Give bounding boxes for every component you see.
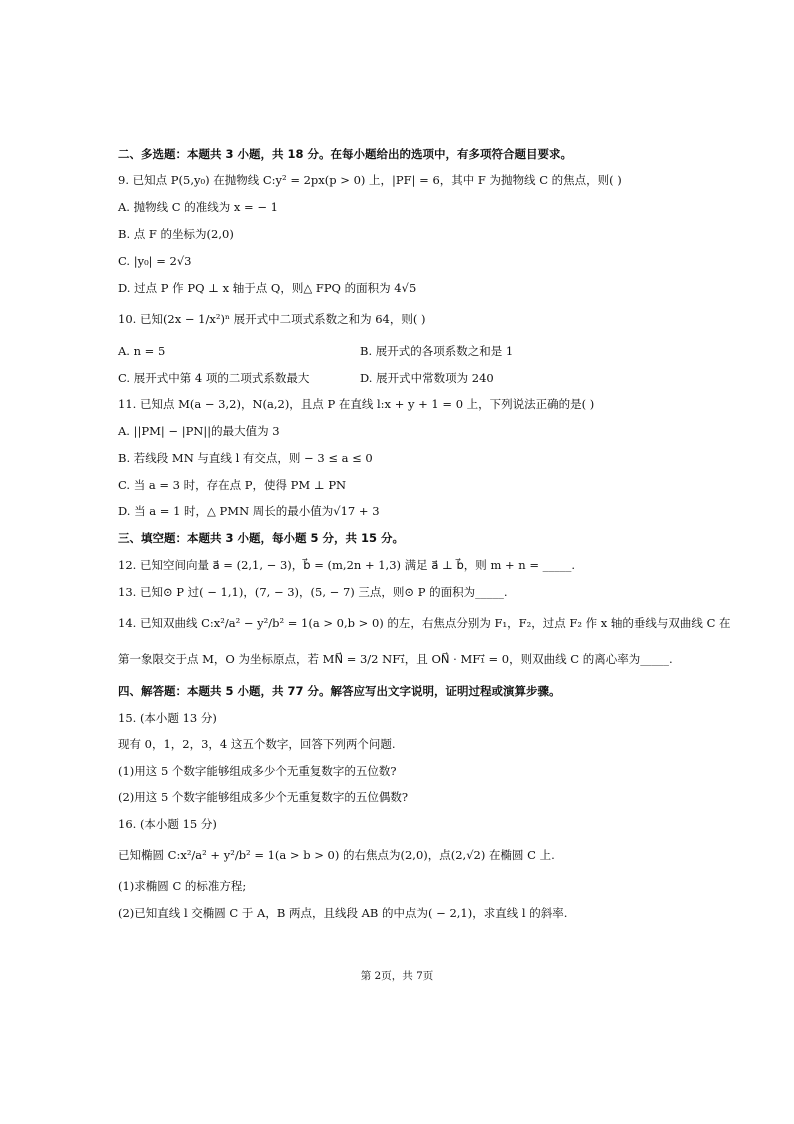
q16-intro: 已知椭圆 C:x²/a² + y²/b² = 1(a > b > 0) 的右焦点为(2,0)，点(2,√2) 在椭圆 C 上. xyxy=(118,848,555,862)
q14-line1: 14. 已知双曲线 C:x²/a² − y²/b² = 1(a > 0,b > 0) 的左，右焦点分别为 F₁，F₂，过点 F₂ 作 x 轴的垂线与双曲线 C 在 xyxy=(118,616,731,630)
q9-option-c: C. |y₀| = 2√3 xyxy=(118,254,192,268)
q9-option-b: B. 点 F 的坐标为(2,0) xyxy=(118,227,234,241)
q16-part2: (2)已知直线 l 交椭圆 C 于 A，B 两点，且线段 AB 的中点为( − 2,1)，求直线 l 的斜率. xyxy=(118,906,568,920)
section3-header: 三、填空题：本题共 3 小题，每小题 5 分，共 15 分。 xyxy=(118,531,405,545)
q9-option-a: A. 抛物线 C 的准线为 x = − 1 xyxy=(118,200,278,214)
q14-line2: 第一象限交于点 M，O 为坐标原点，若 MN⃗ = 3/2 NF₁⃗，且 ON⃗ · MF₁⃗ = 0，则双曲线 C 的离心率为_____. xyxy=(118,652,673,666)
q11-option-b: B. 若线段 MN 与直线 l 有交点，则 − 3 ≤ a ≤ 0 xyxy=(118,451,373,465)
q11-option-d: D. 当 a = 1 时，△ PMN 周长的最小值为√17 + 3 xyxy=(118,504,380,518)
q11-option-c: C. 当 a = 3 时，存在点 P，使得 PM ⊥ PN xyxy=(118,478,347,492)
q10-option-b: B. 展开式的各项系数之和是 1 xyxy=(360,344,514,358)
q16-title: 16. (本小题 15 分) xyxy=(118,817,217,831)
q15-part2: (2)用这 5 个数字能够组成多少个无重复数字的五位偶数? xyxy=(118,790,409,804)
q9-stem: 9. 已知点 P(5,y₀) 在抛物线 C:y² = 2px(p > 0) 上，|PF| = 6，其中 F 为抛物线 C 的焦点，则( ) xyxy=(118,173,622,187)
q10-option-d: D. 展开式中常数项为 240 xyxy=(360,371,494,385)
q16-part1: (1)求椭圆 C 的标准方程; xyxy=(118,879,247,893)
q11-option-a: A. ||PM| − |PN||的最大值为 3 xyxy=(118,424,280,438)
q15-intro: 现有 0，1，2，3，4 这五个数字，回答下列两个问题. xyxy=(118,737,396,751)
q10-stem: 10. 已知(2x − 1/x²)ⁿ 展开式中二项式系数之和为 64，则( ) xyxy=(118,312,426,326)
q13: 13. 已知⊙ P 过( − 1,1)，(7, − 3)，(5, − 7) 三点，则⊙ P 的面积为_____. xyxy=(118,585,508,599)
page-footer: 第 2页，共 7页 xyxy=(360,970,434,982)
q10-option-c: C. 展开式中第 4 项的二项式系数最大 xyxy=(118,371,310,385)
q15-part1: (1)用这 5 个数字能够组成多少个无重复数字的五位数? xyxy=(118,764,397,778)
section2-header: 二、多选题：本题共 3 小题，共 18 分。在每小题给出的选项中，有多项符合题目要求。 xyxy=(118,147,573,161)
section4-header: 四、解答题：本题共 5 小题，共 77 分。解答应写出文字说明，证明过程或演算步骤。 xyxy=(118,684,561,698)
q15-title: 15. (本小题 13 分) xyxy=(118,711,217,725)
q9-option-d: D. 过点 P 作 PQ ⊥ x 轴于点 Q，则△ FPQ 的面积为 4√5 xyxy=(118,281,417,295)
q11-stem: 11. 已知点 M(a − 3,2)，N(a,2)，且点 P 在直线 l:x + y + 1 = 0 上，下列说法正确的是( ) xyxy=(118,397,595,411)
q10-option-a: A. n = 5 xyxy=(118,344,166,358)
q12: 12. 已知空间向量 a⃗ = (2,1, − 3)，b⃗ = (m,2n + 1,3) 满足 a⃗ ⊥ b⃗，则 m + n = _____. xyxy=(118,558,576,572)
